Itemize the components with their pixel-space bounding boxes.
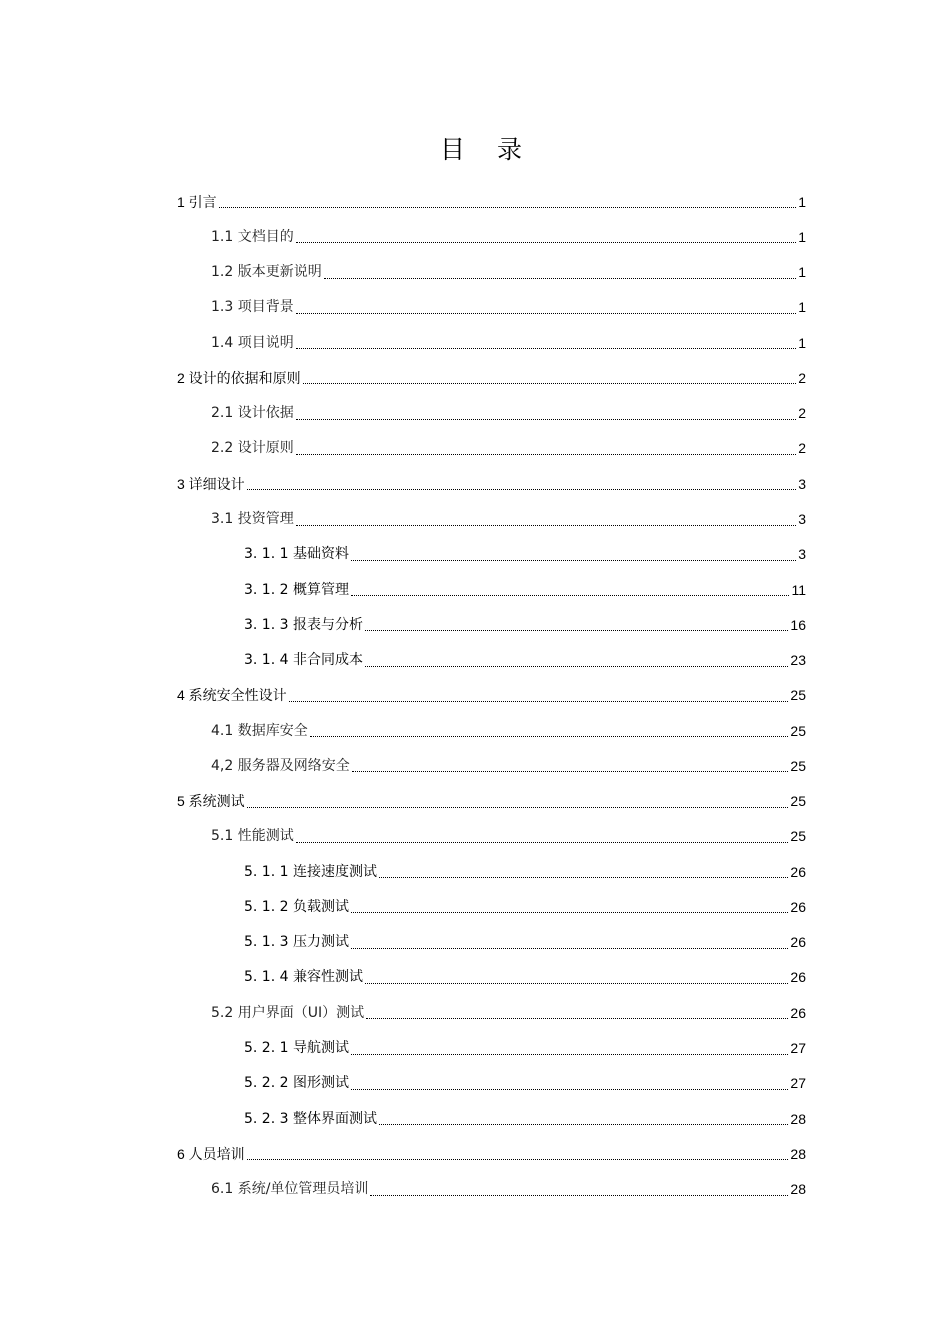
toc-page-number: 3 — [798, 546, 806, 563]
toc-entry[interactable] — [0, 1030, 950, 1065]
toc-dot-leader — [351, 560, 796, 561]
toc-dot-leader — [352, 771, 789, 772]
toc-entry[interactable] — [0, 290, 950, 325]
toc-page-number: 2 — [798, 405, 806, 422]
toc-dot-leader — [219, 207, 797, 208]
toc-dot-leader — [296, 842, 789, 843]
toc-entry[interactable] — [0, 1066, 950, 1101]
toc-entry-label: 5. 2. 1 导航测试 — [244, 1040, 349, 1056]
toc-entry[interactable] — [0, 678, 950, 713]
toc-page-number: 27 — [790, 1075, 806, 1092]
toc-entry-label: 6 人员培训 — [177, 1145, 245, 1162]
toc-entry[interactable] — [0, 1136, 950, 1171]
toc-page-number: 26 — [790, 934, 806, 951]
toc-entry[interactable] — [0, 255, 950, 290]
toc-entry[interactable] — [0, 184, 950, 219]
toc-dot-leader — [296, 419, 796, 420]
toc-dot-leader — [310, 736, 789, 737]
toc-entry-label: 3.1 投资管理 — [211, 511, 294, 528]
toc-entry-label: 4,2 服务器及网络安全 — [211, 757, 350, 774]
toc-page-number: 11 — [791, 581, 806, 598]
toc-entry[interactable] — [0, 1101, 950, 1136]
toc-entry-label: 1.2 版本更新说明 — [211, 264, 322, 281]
toc-entry[interactable] — [0, 748, 950, 783]
toc-entry-label: 5. 2. 2 图形测试 — [244, 1075, 349, 1092]
toc-entry-label: 4 系统安全性设计 — [177, 687, 287, 704]
toc-dot-leader — [296, 313, 796, 314]
toc-entry-label: 5. 1. 3 压力测试 — [244, 934, 349, 951]
toc-entry[interactable] — [0, 925, 950, 960]
toc-dot-leader — [296, 525, 796, 526]
toc-entry-label: 1.4 项目说明 — [211, 334, 294, 351]
toc-entry[interactable] — [0, 537, 950, 572]
toc-dot-leader — [351, 1089, 788, 1090]
toc-dot-leader — [296, 348, 796, 349]
toc-page-number: 1 — [798, 334, 806, 351]
toc-page-number: 25 — [790, 757, 806, 774]
toc-dot-leader — [365, 630, 788, 631]
toc-page-number: 1 — [798, 299, 806, 316]
toc-dot-leader — [351, 948, 788, 949]
toc-entry-label: 2 设计的依据和原则 — [177, 369, 301, 386]
toc-entry[interactable] — [0, 431, 950, 466]
toc-entry[interactable] — [0, 607, 950, 642]
toc-entry-label: 4.1 数据库安全 — [211, 722, 308, 739]
toc-entry[interactable] — [0, 713, 950, 748]
toc-entry-label: 5.2 用户界面（UI）测试 — [211, 1004, 365, 1021]
toc-page-number: 27 — [790, 1040, 806, 1056]
toc-page-number: 16 — [790, 616, 806, 633]
toc-entry-label: 1 引言 — [177, 193, 217, 210]
toc-page-number: 25 — [790, 722, 806, 739]
toc-page-number: 26 — [790, 863, 806, 880]
toc-page-number: 2 — [798, 440, 806, 457]
toc-entry-label: 3 详细设计 — [177, 475, 245, 492]
toc-entry[interactable] — [0, 396, 950, 431]
toc-dot-leader — [366, 1018, 788, 1019]
toc-dot-leader — [351, 595, 789, 596]
toc-entry[interactable] — [0, 889, 950, 924]
toc-page-number: 26 — [790, 898, 806, 915]
toc-entry[interactable] — [0, 501, 950, 536]
toc-page-number: 25 — [790, 828, 806, 845]
toc-dot-leader — [351, 912, 788, 913]
toc-page-number: 28 — [790, 1110, 806, 1127]
toc-entry-label: 6.1 系统/单位管理员培训 — [211, 1181, 369, 1198]
toc-page-number: 28 — [790, 1181, 806, 1198]
toc-entry[interactable] — [0, 995, 950, 1030]
toc-dot-leader — [324, 278, 796, 279]
toc-entry-label: 3. 1. 1 基础资料 — [244, 546, 349, 563]
toc-dot-leader — [379, 1124, 788, 1125]
toc-page-number: 25 — [790, 687, 806, 704]
toc-dot-leader — [289, 701, 789, 702]
toc-page-number: 26 — [790, 1004, 806, 1021]
toc-entry-label: 5. 1. 4 兼容性测试 — [244, 969, 363, 986]
table-of-contents — [0, 184, 950, 1207]
toc-page-number: 1 — [798, 193, 806, 210]
toc-entry[interactable] — [0, 642, 950, 677]
toc-entry[interactable] — [0, 960, 950, 995]
toc-dot-leader — [247, 489, 797, 490]
toc-entry-label: 5. 1. 1 连接速度测试 — [244, 863, 377, 880]
toc-entry-label: 5.1 性能测试 — [211, 828, 294, 845]
toc-entry[interactable] — [0, 466, 950, 501]
toc-page-number: 3 — [798, 475, 806, 492]
toc-entry[interactable] — [0, 572, 950, 607]
toc-page-number: 1 — [798, 264, 806, 281]
toc-entry[interactable] — [0, 1171, 950, 1206]
toc-page-number: 3 — [798, 511, 806, 528]
toc-entry-label: 5. 2. 3 整体界面测试 — [244, 1110, 377, 1127]
toc-dot-leader — [365, 666, 788, 667]
toc-entry-label: 5. 1. 2 负载测试 — [244, 898, 349, 915]
toc-entry[interactable] — [0, 854, 950, 889]
toc-dot-leader — [296, 454, 796, 455]
toc-dot-leader — [379, 877, 788, 878]
toc-entry[interactable] — [0, 325, 950, 360]
toc-page-number: 23 — [790, 652, 806, 669]
toc-dot-leader — [296, 242, 796, 243]
toc-entry-label: 1.3 项目背景 — [211, 299, 294, 316]
toc-entry-label: 3. 1. 3 报表与分析 — [244, 616, 363, 633]
toc-page-number: 28 — [790, 1145, 806, 1162]
toc-dot-leader — [247, 1159, 789, 1160]
toc-dot-leader — [247, 807, 789, 808]
toc-entry[interactable] — [0, 360, 950, 395]
toc-dot-leader — [365, 983, 788, 984]
toc-dot-leader — [303, 383, 797, 384]
toc-entry[interactable] — [0, 819, 950, 854]
toc-entry-label: 3. 1. 4 非合同成本 — [244, 652, 363, 669]
toc-entry-label: 1.1 文档目的 — [211, 228, 294, 245]
toc-entry-label: 5 系统测试 — [177, 793, 245, 810]
toc-title: 目 录 — [440, 135, 534, 164]
toc-page-number: 25 — [790, 793, 806, 810]
toc-page-number: 26 — [790, 969, 806, 986]
toc-dot-leader — [351, 1054, 788, 1055]
toc-page-number: 1 — [798, 228, 806, 245]
toc-page-number: 2 — [798, 369, 806, 386]
toc-entry-label: 3. 1. 2 概算管理 — [244, 581, 349, 598]
toc-entry-label: 2.1 设计依据 — [211, 405, 294, 422]
toc-entry[interactable] — [0, 219, 950, 254]
toc-entry[interactable] — [0, 784, 950, 819]
toc-dot-leader — [370, 1195, 788, 1196]
toc-entry-label: 2.2 设计原则 — [211, 440, 294, 457]
